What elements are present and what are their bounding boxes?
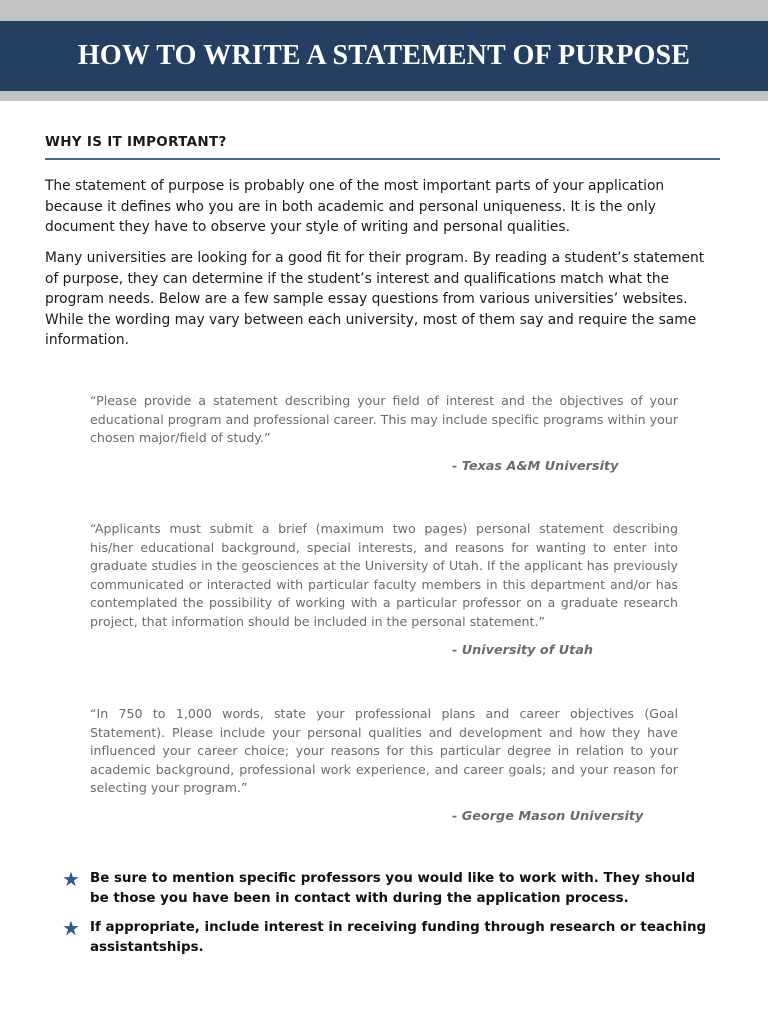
top-gray-band (0, 0, 768, 21)
title-banner (0, 21, 768, 91)
body-paragraph: Many universities are looking for a good fit for their program. By reading a student’s statement of purpose, they can determine if the student’s interest and qualifications match what the program needs. Below are a few sample essay questions from various universities’ websites. While the wording may vary between each university, most of them say and require the same information. (45, 250, 705, 348)
quote-george-mason: “In 750 to 1,000 words, state your professional plans and career objectives (Goal Statement). Please include your personal qualities and development and how they have influenced your career choice; your reasons for this particular degree in relation to your academic background, professional work experience, and career goals; and your reason for selecting your program.” (90, 706, 678, 795)
quote-source-university-of-utah: - University of Utah (452, 643, 593, 658)
tip-item (62, 918, 712, 958)
quote-source-texas-am: - Texas A&M University (452, 459, 619, 474)
intro-paragraph: The statement of purpose is probably one of the most important parts of your application because it defines who you are in both academic and personal uniqueness. It is the only document they have to observe your style of writing and personal qualities. (45, 178, 665, 235)
tip-text: If appropriate, include interest in receiving funding through research or teaching assistantships. (90, 920, 707, 955)
quote-texas-am: “Please provide a statement describing your field of interest and the objectives of your educational program and professional career. This may include specific programs within your chosen major/field of study.” (90, 393, 678, 445)
quote-source-george-mason: - George Mason University (452, 809, 644, 824)
tip-item (62, 869, 712, 909)
page-title: HOW TO WRITE A STATEMENT OF PURPOSE (77, 40, 691, 71)
tip-text: Be sure to mention specific professors you would like to work with. They should be those you have been in contact with during the application process. (90, 871, 696, 906)
section-heading: WHY IS IT IMPORTANT? (45, 134, 227, 150)
quote-university-of-utah: “Applicants must submit a brief (maximum two pages) personal statement describing his/her educational background, special interests, and reasons for wanting to enter into graduate studies in the geosciences at the University of Utah. If the applicant has previously communicated or interacted with particular faculty members in this department and/or has contemplated the possibility of working with a particular professor on a graduate research project, that information should be included in the personal statement.” (90, 521, 678, 629)
section-divider (45, 158, 720, 160)
star-icon: ★ (62, 916, 80, 940)
bottom-gray-band (0, 91, 768, 101)
star-icon: ★ (62, 867, 80, 891)
